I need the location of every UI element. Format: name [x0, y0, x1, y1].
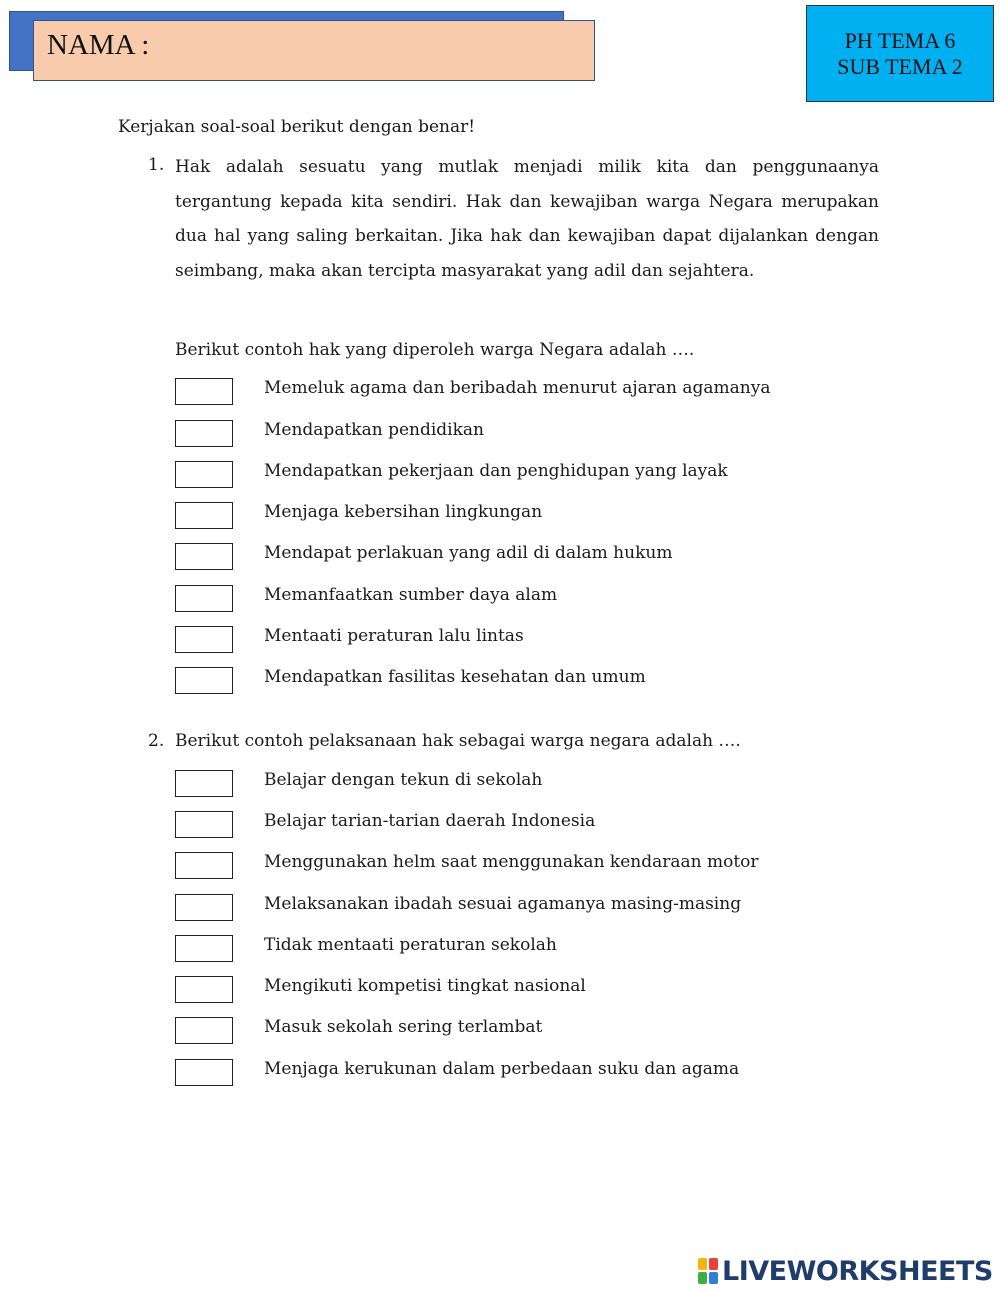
q2-option-8-checkbox[interactable]: [175, 1059, 233, 1086]
q2-option-6-checkbox[interactable]: [175, 976, 233, 1003]
tema-badge: [806, 5, 994, 102]
q2-option-1-checkbox[interactable]: [175, 770, 233, 797]
name-field[interactable]: [33, 20, 595, 81]
q2-option-3-label: Menggunakan helm saat menggunakan kendaraan motor: [264, 852, 759, 872]
q1-option-1-label: Memeluk agama dan beribadah menurut ajaran agamanya: [264, 378, 771, 398]
q1-option-1-checkbox[interactable]: [175, 378, 233, 405]
q2-option-4-checkbox[interactable]: [175, 894, 233, 921]
q1-paragraph: Hak adalah sesuatu yang mutlak menjadi milik kita dan penggunaanya tergantung kepada kita sendiri. Hak dan kewajiban warga Negara merupakan dua hal yang saling berkaitan. Jika hak dan kewajiban dapat dijalankan dengan seimbang, maka akan tercipta masyarakat yang adil dan sejahtera.: [175, 157, 879, 281]
q2-option-2-label: Belajar tarian-tarian daerah Indonesia: [264, 811, 596, 831]
q2-prompt: Berikut contoh pelaksanaan hak sebagai warga negara adalah ….: [175, 731, 741, 751]
q2-option-5-label: Tidak mentaati peraturan sekolah: [264, 935, 557, 955]
q2-option-5-checkbox[interactable]: [175, 935, 233, 962]
q1-option-4-checkbox[interactable]: [175, 502, 233, 529]
name-label: NAMA :: [47, 29, 150, 61]
q1-number: 1.: [148, 155, 165, 175]
liveworksheets-logo: [697, 1256, 993, 1286]
logo-square-2: [709, 1258, 718, 1270]
q1-option-3-label: Mendapatkan pekerjaan dan penghidupan yang layak: [264, 461, 728, 481]
q1-option-4-label: Menjaga kebersihan lingkungan: [264, 502, 543, 522]
q1-option-3-checkbox[interactable]: [175, 461, 233, 488]
logo-square-1: [698, 1258, 707, 1270]
q1-option-7-checkbox[interactable]: [175, 626, 233, 653]
instruction-text: Kerjakan soal-soal berikut dengan benar!: [118, 117, 476, 137]
liveworksheets-logo-icon: [697, 1257, 719, 1285]
q2-option-4-label: Melaksanakan ibadah sesuai agamanya masing-masing: [264, 894, 742, 914]
q2-option-1-label: Belajar dengan tekun di sekolah: [264, 770, 543, 790]
logo-square-4: [709, 1272, 718, 1284]
q1-prompt: Berikut contoh hak yang diperoleh warga Negara adalah ….: [175, 340, 695, 360]
q1-option-5-checkbox[interactable]: [175, 543, 233, 570]
q1-option-5-label: Mendapat perlakuan yang adil di dalam hukum: [264, 543, 673, 563]
q2-option-8-label: Menjaga kerukunan dalam perbedaan suku dan agama: [264, 1059, 740, 1079]
q2-option-7-label: Masuk sekolah sering terlambat: [264, 1017, 543, 1037]
liveworksheets-logo-text: LIVEWORKSHEETS: [722, 1255, 993, 1287]
q1-option-8-checkbox[interactable]: [175, 667, 233, 694]
q1-option-6-label: Memanfaatkan sumber daya alam: [264, 585, 558, 605]
q2-option-6-label: Mengikuti kompetisi tingkat nasional: [264, 976, 586, 996]
q1-option-2-label: Mendapatkan pendidikan: [264, 420, 484, 440]
tema-line-2: SUB TEMA 2: [837, 54, 963, 79]
q1-option-7-label: Mentaati peraturan lalu lintas: [264, 626, 524, 646]
logo-square-3: [698, 1272, 707, 1284]
q2-number: 2.: [148, 731, 165, 751]
q1-option-6-checkbox[interactable]: [175, 585, 233, 612]
tema-line-1: PH TEMA 6: [844, 28, 956, 53]
q1-option-8-label: Mendapatkan fasilitas kesehatan dan umum: [264, 667, 646, 687]
q2-option-7-checkbox[interactable]: [175, 1017, 233, 1044]
q2-option-3-checkbox[interactable]: [175, 852, 233, 879]
q2-option-2-checkbox[interactable]: [175, 811, 233, 838]
q1-option-2-checkbox[interactable]: [175, 420, 233, 447]
